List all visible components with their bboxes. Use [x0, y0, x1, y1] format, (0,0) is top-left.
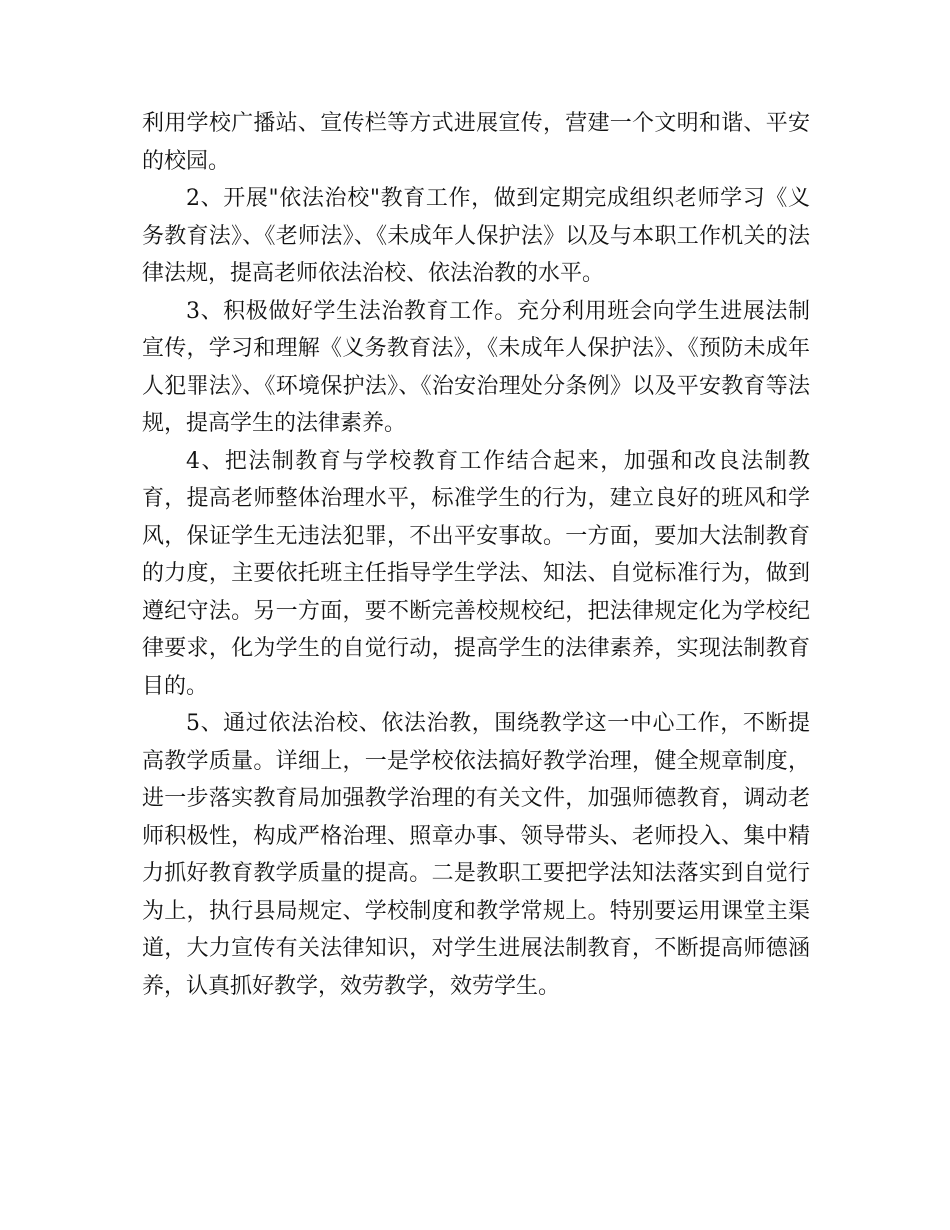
paragraph-5: 5、通过依法治校、依法治教，围绕教学这一中心工作，不断提高教学质量。详细上，一是学校依法搞好教学治理，健全规章制度，进一步落实教育局加强教学治理的有关文件，加强师德教育，调动老师积极性，构成严格治理、照章办事、领导带头、老师投入、集中精力抓好教育教学质量的提高。二是教职工要把学法知法落实到自觉行为上，执行县局规定、学校制度和教学常规上。特别要运用课堂主渠道，大力宣传有关法律知识，对学生进展法制教育，不断提高师德涵养，认真抓好教学，效劳教学，效劳学生。: [142, 711, 810, 999]
paragraph-2: 2、开展"依法治校"教育工作，做到定期完成组织老师学习《义务教育法》、《老师法》、《未成年人保护法》以及与本职工作机关的法律法规，提高老师依法治校、依法治教的水平。: [142, 186, 810, 286]
paragraph-3: 3、积极做好学生法治教育工作。充分利用班会向学生进展法制宣传，学习和理解《义务教育法》，《未成年人保护法》、《预防未成年人犯罪法》、《环境保护法》、《治安治理处分条例》以及平安教育等法规，提高学生的法律素养。: [142, 298, 810, 436]
paragraph-4: 4、把法制教育与学校教育工作结合起来，加强和改良法制教育，提高老师整体治理水平，标准学生的行为，建立良好的班风和学风，保证学生无违法犯罪，不出平安事故。一方面，要加大法制教育的力度，主要依托班主任指导学生学法、知法、自觉标准行为，做到遵纪守法。另一方面，要不断完善校规校纪，把法律规定化为学校纪律要求，化为学生的自觉行动，提高学生的法律素养，实现法制教育目的。: [142, 448, 810, 699]
document-body: [142, 105, 810, 1005]
paragraph-1: 利用学校广播站、宣传栏等方式进展宣传，营建一个文明和谐、平安的校园。: [142, 111, 810, 174]
